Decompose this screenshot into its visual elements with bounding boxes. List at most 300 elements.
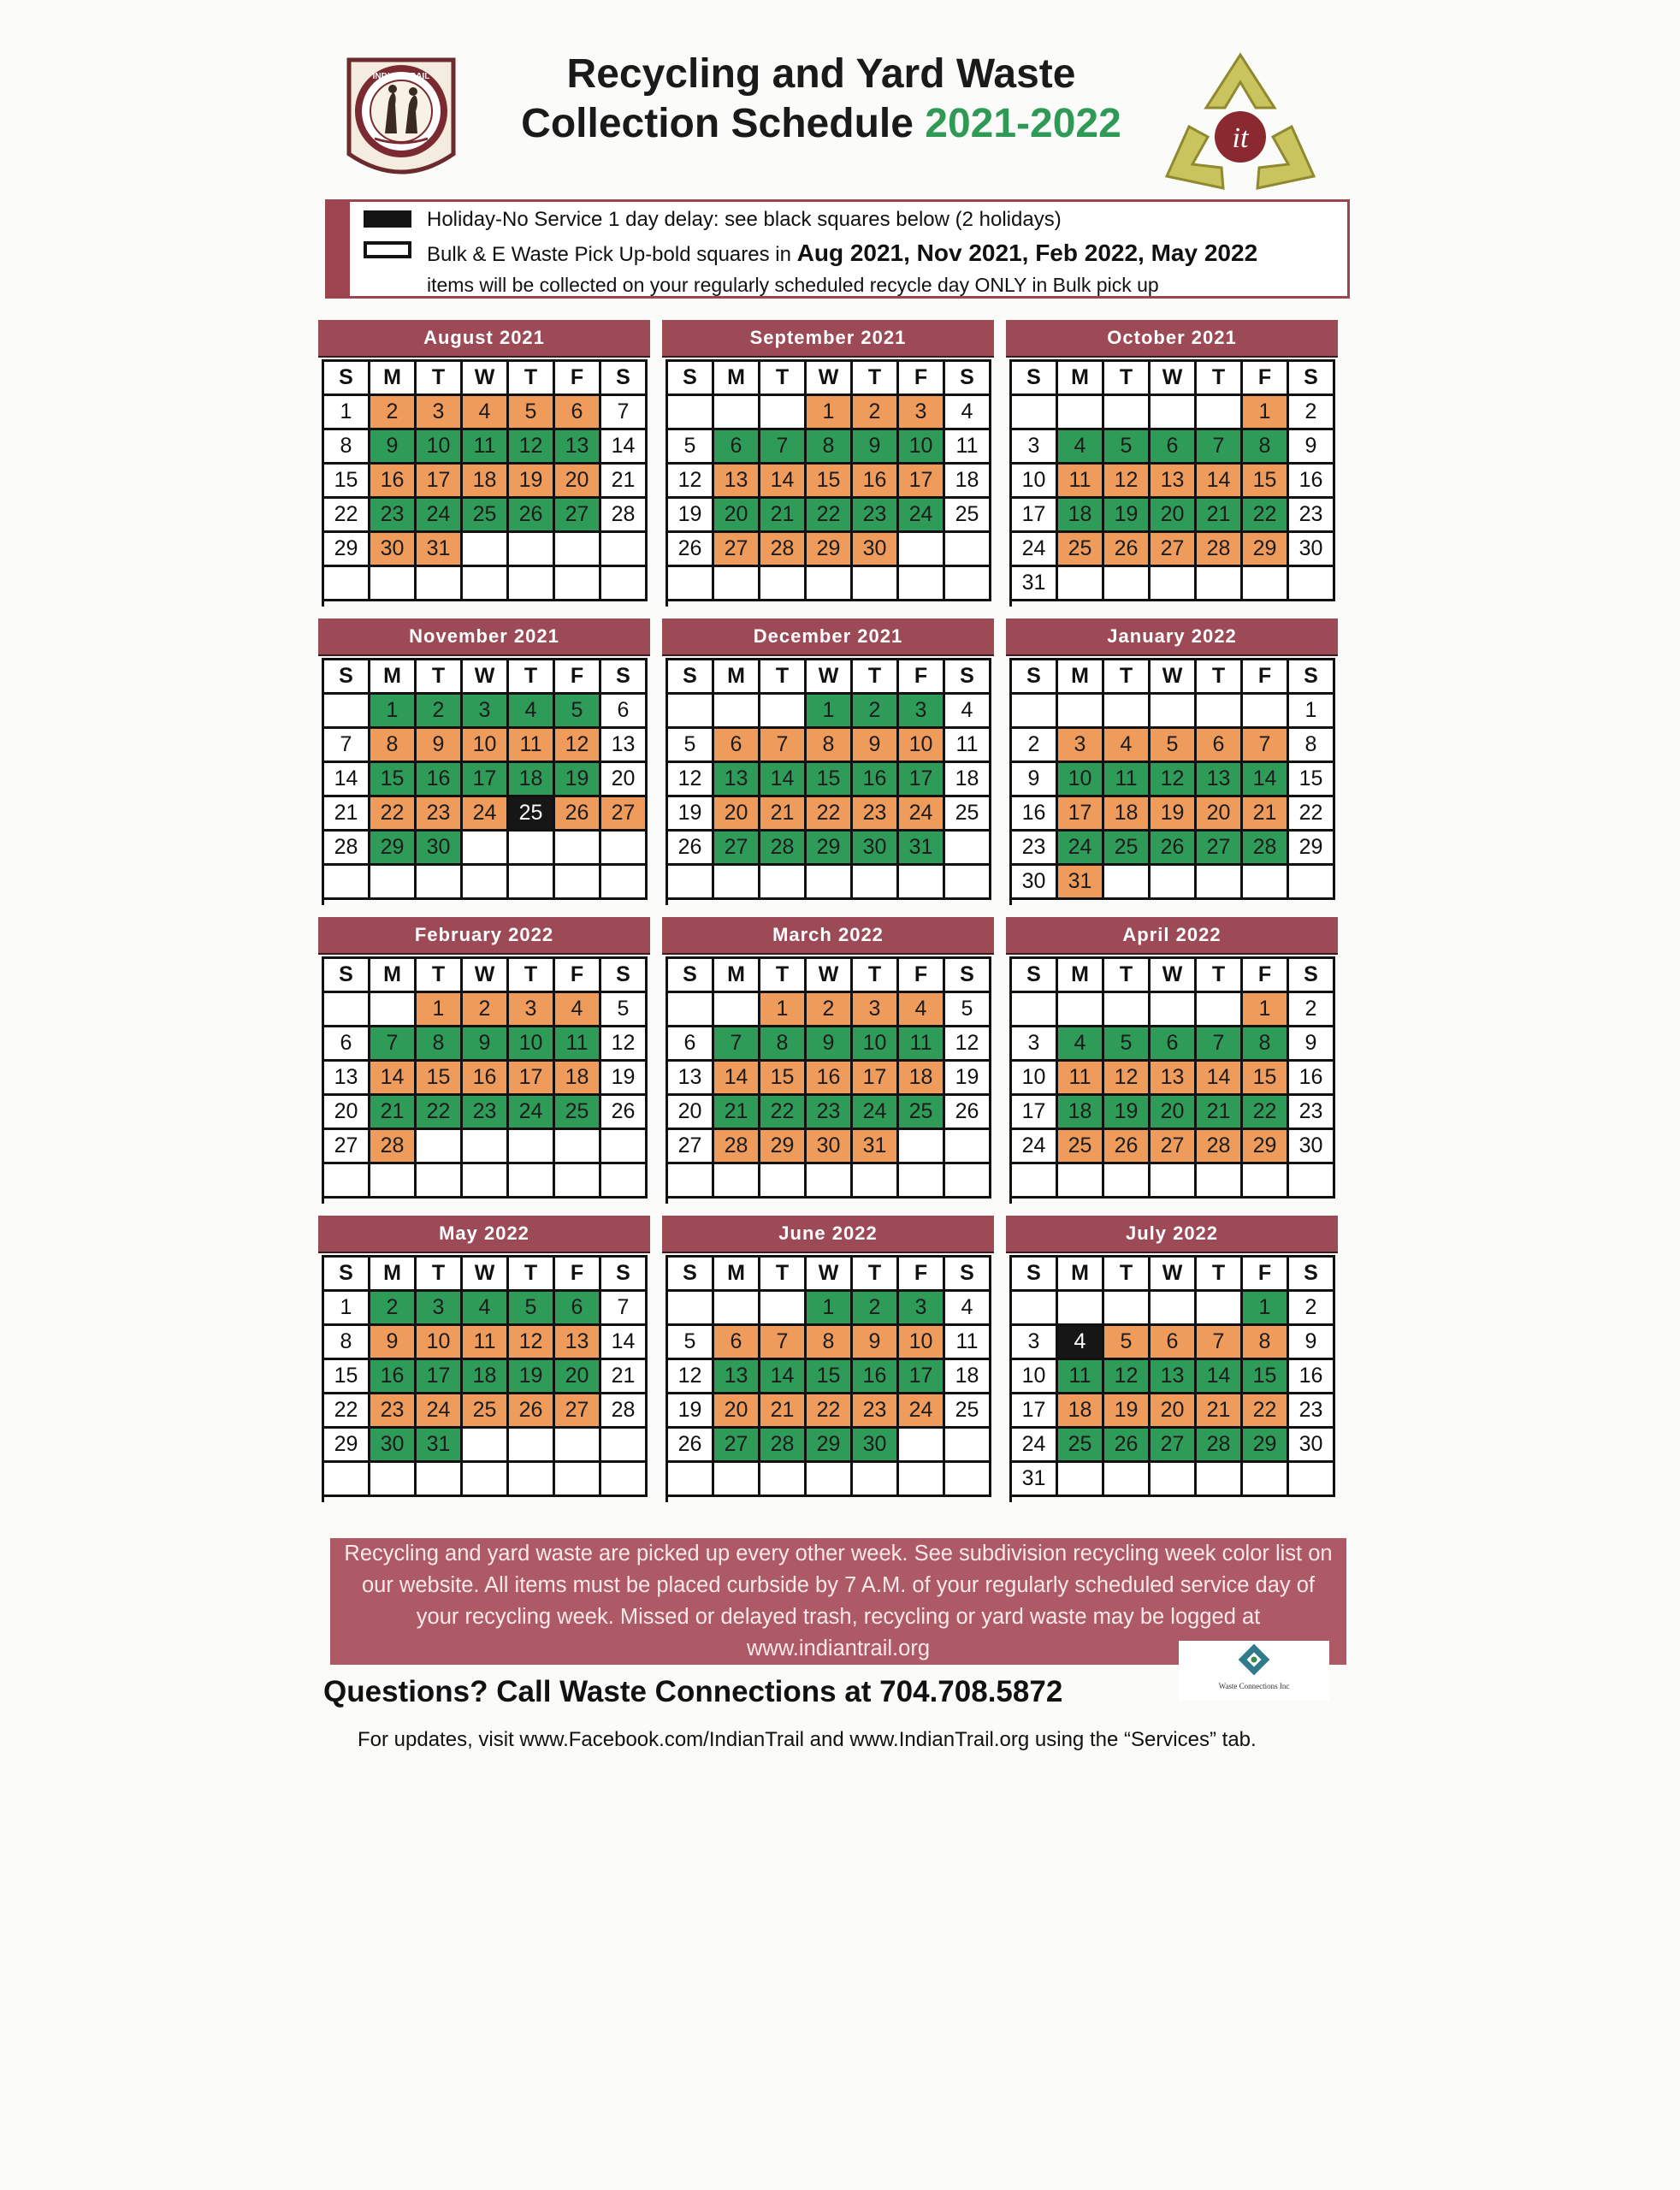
day-cell: 8	[1243, 1326, 1289, 1360]
day-cell: 1	[324, 1292, 370, 1326]
svg-text:INDIAN TRAIL: INDIAN TRAIL	[372, 72, 430, 81]
empty-cell	[1104, 396, 1151, 430]
day-cell: 6	[714, 729, 760, 763]
day-cell: 4	[1058, 1027, 1104, 1062]
day-cell: 24	[417, 1394, 463, 1429]
day-cell: 23	[1289, 1394, 1335, 1429]
title-year: 2021-2022	[925, 101, 1121, 146]
day-cell: 30	[853, 832, 899, 866]
empty-cell	[601, 1429, 648, 1463]
day-cell: 21	[370, 1096, 417, 1130]
day-cell: 1	[807, 695, 853, 729]
month-title: May 2022	[318, 1216, 650, 1252]
weekday-header: F	[899, 959, 945, 993]
empty-cell	[1058, 1164, 1104, 1199]
day-cell: 27	[324, 1130, 370, 1164]
day-cell: 22	[807, 797, 853, 832]
day-cell: 16	[1012, 797, 1058, 832]
month-grid	[322, 658, 648, 905]
day-cell: 9	[463, 1027, 509, 1062]
day-cell: 26	[668, 533, 714, 567]
day-cell: 4	[509, 695, 555, 729]
weekday-header: T	[417, 362, 463, 396]
empty-cell	[1197, 396, 1243, 430]
weekday-header: T	[1104, 660, 1151, 695]
weekday-header: S	[1012, 660, 1058, 695]
day-cell: 19	[668, 797, 714, 832]
day-cell: 22	[1243, 1096, 1289, 1130]
month-title: February 2022	[318, 917, 650, 953]
weekday-header: M	[714, 362, 760, 396]
day-cell: 10	[899, 729, 945, 763]
weekday-header: W	[807, 362, 853, 396]
day-cell: 26	[945, 1096, 991, 1130]
empty-cell	[1197, 567, 1243, 601]
day-cell: 30	[1289, 1130, 1335, 1164]
weekday-header: S	[668, 1258, 714, 1292]
day-cell: 10	[417, 1326, 463, 1360]
day-cell: 13	[1197, 763, 1243, 797]
day-cell: 8	[1243, 430, 1289, 465]
day-cell: 3	[463, 695, 509, 729]
month-grid	[322, 956, 648, 1204]
weekday-header: S	[1289, 362, 1335, 396]
day-cell: 22	[1289, 797, 1335, 832]
day-cell: 3	[899, 695, 945, 729]
bulk-months: Aug 2021, Nov 2021, Feb 2022, May 2022	[796, 240, 1258, 266]
day-cell: 14	[1197, 1062, 1243, 1096]
day-cell: 24	[899, 1394, 945, 1429]
day-cell: 12	[1104, 1062, 1151, 1096]
day-cell: 17	[463, 763, 509, 797]
month-grid	[665, 359, 991, 607]
day-cell: 10	[853, 1027, 899, 1062]
day-cell: 25	[1058, 533, 1104, 567]
empty-cell	[1243, 866, 1289, 900]
empty-cell	[899, 866, 945, 900]
empty-cell	[555, 533, 601, 567]
empty-cell	[668, 1164, 714, 1199]
day-cell: 2	[853, 1292, 899, 1326]
empty-cell	[463, 866, 509, 900]
day-cell: 13	[601, 729, 648, 763]
day-cell: 5	[668, 1326, 714, 1360]
questions-phone: Questions? Call Waste Connections at 704.708.5872	[323, 1675, 1063, 1708]
day-cell: 7	[760, 1326, 807, 1360]
day-cell: 21	[714, 1096, 760, 1130]
weekday-header: T	[417, 1258, 463, 1292]
day-cell: 5	[945, 993, 991, 1027]
day-cell: 1	[760, 993, 807, 1027]
day-cell: 20	[714, 499, 760, 533]
weekday-header: T	[417, 660, 463, 695]
weekday-header: T	[760, 660, 807, 695]
empty-cell	[555, 1429, 601, 1463]
empty-cell	[509, 866, 555, 900]
updates-footer: For updates, visit www.Facebook.com/IndianTrail and www.IndianTrail.org using the “Services” tab.	[358, 1728, 1257, 1751]
weekday-header: M	[1058, 660, 1104, 695]
weekday-header: S	[945, 660, 991, 695]
day-cell: 25	[945, 499, 991, 533]
weekday-header: T	[509, 362, 555, 396]
day-cell: 8	[807, 1326, 853, 1360]
day-cell: 28	[760, 1429, 807, 1463]
month-calendar	[1006, 917, 1338, 1204]
day-cell: 28	[760, 832, 807, 866]
day-cell: 15	[807, 763, 853, 797]
day-cell: 6	[1197, 729, 1243, 763]
day-cell: 2	[417, 695, 463, 729]
empty-cell	[760, 1292, 807, 1326]
empty-cell	[555, 832, 601, 866]
empty-cell	[668, 567, 714, 601]
day-cell: 27	[714, 533, 760, 567]
empty-cell	[760, 1463, 807, 1497]
day-cell: 25	[555, 1096, 601, 1130]
day-cell: 26	[601, 1096, 648, 1130]
day-cell: 4	[945, 1292, 991, 1326]
empty-cell	[509, 832, 555, 866]
empty-cell	[1243, 1164, 1289, 1199]
day-cell: 19	[1104, 1096, 1151, 1130]
day-cell: 4	[899, 993, 945, 1027]
day-cell: 7	[601, 396, 648, 430]
day-cell: 14	[760, 763, 807, 797]
weekday-header: T	[417, 959, 463, 993]
empty-cell	[601, 533, 648, 567]
month-grid	[322, 1255, 648, 1502]
month-calendar	[1006, 320, 1338, 607]
day-cell: 9	[370, 1326, 417, 1360]
weekday-header: F	[1243, 660, 1289, 695]
empty-cell	[509, 567, 555, 601]
day-cell: 9	[1289, 430, 1335, 465]
empty-cell	[945, 533, 991, 567]
day-cell: 18	[945, 763, 991, 797]
month-title: November 2021	[318, 619, 650, 654]
day-cell: 7	[1197, 430, 1243, 465]
weekday-header: T	[853, 362, 899, 396]
day-cell: 16	[1289, 1062, 1335, 1096]
day-cell: 14	[760, 1360, 807, 1394]
empty-cell	[1151, 866, 1197, 900]
day-cell: 18	[1104, 797, 1151, 832]
empty-cell	[807, 1164, 853, 1199]
empty-cell	[509, 1164, 555, 1199]
day-cell: 17	[417, 465, 463, 499]
day-cell: 11	[945, 729, 991, 763]
day-cell: 22	[760, 1096, 807, 1130]
empty-cell	[601, 866, 648, 900]
day-cell: 18	[509, 763, 555, 797]
weekday-header: T	[1197, 1258, 1243, 1292]
day-cell: 1	[417, 993, 463, 1027]
month-grid	[322, 359, 648, 607]
day-cell: 27	[714, 832, 760, 866]
weekday-header: S	[1289, 660, 1335, 695]
empty-cell	[945, 1429, 991, 1463]
month-grid	[665, 658, 991, 905]
empty-cell	[668, 1292, 714, 1326]
empty-cell	[668, 695, 714, 729]
day-cell: 5	[1104, 430, 1151, 465]
weekday-header: W	[463, 362, 509, 396]
day-cell: 18	[945, 1360, 991, 1394]
day-cell: 23	[370, 499, 417, 533]
month-calendar	[318, 619, 650, 905]
month-calendar	[662, 1216, 994, 1502]
day-cell: 20	[555, 1360, 601, 1394]
empty-cell	[899, 1429, 945, 1463]
day-cell: 22	[417, 1096, 463, 1130]
day-cell: 8	[807, 729, 853, 763]
day-cell: 20	[668, 1096, 714, 1130]
day-cell: 16	[417, 763, 463, 797]
empty-cell	[714, 866, 760, 900]
day-cell: 7	[601, 1292, 648, 1326]
empty-cell	[1243, 567, 1289, 601]
day-cell: 23	[370, 1394, 417, 1429]
day-cell: 26	[1104, 1429, 1151, 1463]
day-cell: 25	[463, 499, 509, 533]
weekday-header: T	[760, 362, 807, 396]
day-cell: 29	[807, 832, 853, 866]
day-cell: 1	[1243, 396, 1289, 430]
day-cell: 5	[1151, 729, 1197, 763]
day-cell: 9	[1289, 1326, 1335, 1360]
day-cell: 17	[417, 1360, 463, 1394]
day-cell: 7	[324, 729, 370, 763]
day-cell: 17	[853, 1062, 899, 1096]
bulk-swatch	[364, 241, 411, 258]
empty-cell	[324, 993, 370, 1027]
empty-cell	[1243, 1463, 1289, 1497]
day-cell: 24	[509, 1096, 555, 1130]
day-cell: 3	[417, 396, 463, 430]
day-cell: 15	[417, 1062, 463, 1096]
day-cell: 24	[1012, 533, 1058, 567]
day-cell: 6	[1151, 1326, 1197, 1360]
day-cell: 15	[324, 465, 370, 499]
day-cell: 29	[1243, 1429, 1289, 1463]
day-cell: 27	[714, 1429, 760, 1463]
day-cell: 17	[509, 1062, 555, 1096]
day-cell: 26	[668, 832, 714, 866]
day-cell: 13	[555, 430, 601, 465]
day-cell: 17	[1012, 1394, 1058, 1429]
empty-cell	[1058, 1292, 1104, 1326]
weekday-header: T	[509, 660, 555, 695]
day-cell: 2	[463, 993, 509, 1027]
day-cell: 18	[463, 465, 509, 499]
month-grid	[1009, 956, 1335, 1204]
day-cell: 25	[945, 797, 991, 832]
day-cell: 13	[714, 1360, 760, 1394]
empty-cell	[509, 1463, 555, 1497]
day-cell: 30	[370, 1429, 417, 1463]
day-cell: 2	[1289, 396, 1335, 430]
day-cell: 5	[668, 430, 714, 465]
empty-cell	[1151, 1164, 1197, 1199]
month-calendar	[662, 619, 994, 905]
empty-cell	[760, 695, 807, 729]
empty-cell	[760, 1164, 807, 1199]
empty-cell	[463, 533, 509, 567]
day-cell: 18	[899, 1062, 945, 1096]
weekday-header: S	[1012, 959, 1058, 993]
day-cell: 14	[324, 763, 370, 797]
empty-cell	[324, 567, 370, 601]
day-cell: 5	[1104, 1326, 1151, 1360]
day-cell: 9	[1012, 763, 1058, 797]
empty-cell	[1289, 567, 1335, 601]
day-cell: 22	[324, 1394, 370, 1429]
day-cell: 18	[463, 1360, 509, 1394]
empty-cell	[853, 567, 899, 601]
weekday-header: W	[463, 1258, 509, 1292]
day-cell: 3	[899, 1292, 945, 1326]
empty-cell	[668, 396, 714, 430]
empty-cell	[417, 1463, 463, 1497]
day-cell: 16	[1289, 1360, 1335, 1394]
day-cell: 16	[370, 465, 417, 499]
day-cell: 28	[370, 1130, 417, 1164]
day-cell: 20	[601, 763, 648, 797]
waste-connections-logo	[1179, 1641, 1329, 1701]
day-cell: 24	[899, 797, 945, 832]
day-cell: 1	[1243, 993, 1289, 1027]
day-cell: 19	[509, 1360, 555, 1394]
day-cell: 5	[555, 695, 601, 729]
day-cell: 5	[1104, 1027, 1151, 1062]
empty-cell	[714, 396, 760, 430]
empty-cell	[899, 1130, 945, 1164]
day-cell: 28	[1197, 1130, 1243, 1164]
day-cell: 31	[853, 1130, 899, 1164]
empty-cell	[1058, 993, 1104, 1027]
day-cell: 10	[899, 1326, 945, 1360]
day-cell: 15	[1243, 1062, 1289, 1096]
weekday-header: S	[945, 362, 991, 396]
empty-cell	[601, 1130, 648, 1164]
day-cell: 2	[370, 1292, 417, 1326]
empty-cell	[1012, 993, 1058, 1027]
weekday-header: M	[714, 660, 760, 695]
day-cell: 6	[668, 1027, 714, 1062]
weekday-header: M	[714, 959, 760, 993]
day-cell: 15	[1243, 1360, 1289, 1394]
month-title: September 2021	[662, 320, 994, 356]
day-cell: 28	[714, 1130, 760, 1164]
weekday-header: S	[324, 959, 370, 993]
month-grid	[1009, 1255, 1335, 1502]
day-cell: 12	[555, 729, 601, 763]
day-cell: 21	[601, 465, 648, 499]
weekday-header: W	[463, 959, 509, 993]
empty-cell	[714, 1164, 760, 1199]
empty-cell	[1151, 1463, 1197, 1497]
day-cell: 9	[1289, 1027, 1335, 1062]
day-cell: 19	[601, 1062, 648, 1096]
empty-cell	[1197, 1292, 1243, 1326]
weekday-header: M	[1058, 362, 1104, 396]
day-cell: 27	[555, 1394, 601, 1429]
day-cell: 24	[1058, 832, 1104, 866]
empty-cell	[1012, 695, 1058, 729]
day-cell: 28	[324, 832, 370, 866]
day-cell: 12	[1104, 465, 1151, 499]
day-cell: 2	[853, 396, 899, 430]
empty-cell	[509, 1429, 555, 1463]
month-calendar	[1006, 1216, 1338, 1502]
day-cell: 23	[853, 797, 899, 832]
day-cell: 15	[1289, 763, 1335, 797]
weekday-header: W	[807, 660, 853, 695]
empty-cell	[417, 567, 463, 601]
day-cell: 20	[1151, 1394, 1197, 1429]
day-cell: 18	[945, 465, 991, 499]
day-cell: 26	[555, 797, 601, 832]
day-cell: 9	[853, 729, 899, 763]
weekday-header: T	[853, 660, 899, 695]
day-cell: 3	[1012, 430, 1058, 465]
empty-cell	[1151, 567, 1197, 601]
day-cell: 25	[1058, 1130, 1104, 1164]
empty-cell	[714, 1463, 760, 1497]
svg-text:Waste Connections Inc: Waste Connections Inc	[1218, 1682, 1290, 1690]
day-cell: 11	[509, 729, 555, 763]
day-cell: 28	[1197, 1429, 1243, 1463]
day-cell: 21	[760, 1394, 807, 1429]
weekday-header: T	[1104, 959, 1151, 993]
day-cell: 8	[807, 430, 853, 465]
day-cell: 30	[417, 832, 463, 866]
day-cell: 26	[1104, 1130, 1151, 1164]
day-cell: 7	[1197, 1027, 1243, 1062]
day-cell: 13	[324, 1062, 370, 1096]
day-cell: 27	[668, 1130, 714, 1164]
title-line-2: Collection Schedule 2021-2022	[521, 101, 1121, 146]
empty-cell	[1058, 567, 1104, 601]
day-cell: 23	[1289, 499, 1335, 533]
day-cell: 21	[760, 797, 807, 832]
month-grid	[1009, 359, 1335, 607]
day-cell: 17	[899, 763, 945, 797]
empty-cell	[853, 1164, 899, 1199]
day-cell: 12	[601, 1027, 648, 1062]
weekday-header: M	[370, 959, 417, 993]
day-cell: 31	[417, 1429, 463, 1463]
day-cell: 16	[463, 1062, 509, 1096]
empty-cell	[555, 1164, 601, 1199]
weekday-header: T	[853, 959, 899, 993]
holiday-swatch	[364, 210, 411, 228]
day-cell: 27	[1151, 1130, 1197, 1164]
empty-cell	[1104, 1463, 1151, 1497]
legend-accent-bar	[328, 202, 350, 296]
day-cell: 9	[853, 430, 899, 465]
empty-cell	[899, 1164, 945, 1199]
day-cell: 6	[555, 1292, 601, 1326]
day-cell: 21	[1197, 1394, 1243, 1429]
day-cell: 31	[1012, 567, 1058, 601]
day-cell: 19	[668, 1394, 714, 1429]
empty-cell	[370, 1164, 417, 1199]
weekday-header: F	[555, 1258, 601, 1292]
weekday-header: M	[1058, 959, 1104, 993]
day-cell: 1	[807, 396, 853, 430]
day-cell: 13	[668, 1062, 714, 1096]
